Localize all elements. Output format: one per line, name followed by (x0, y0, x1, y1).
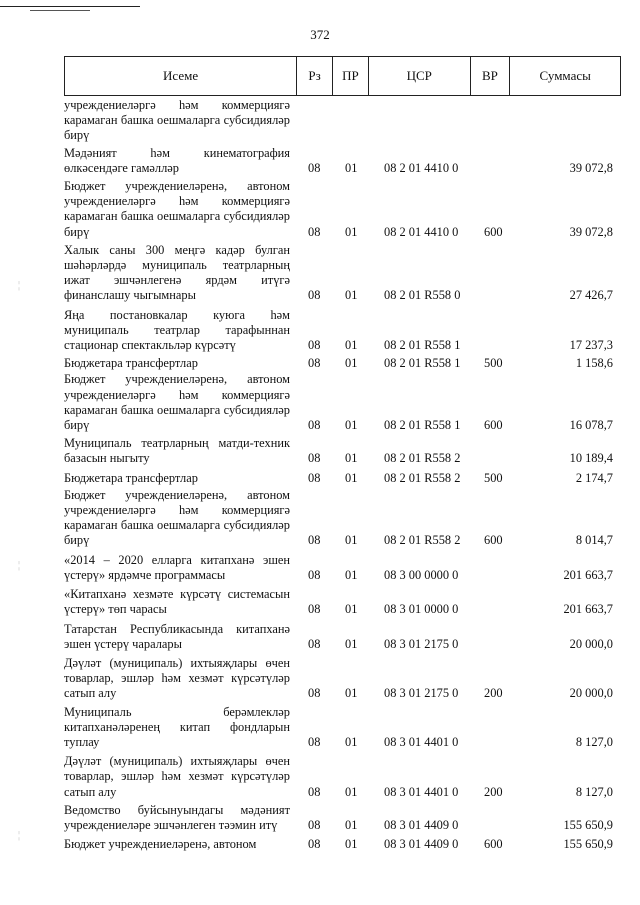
row-csr: 08 2 01 R558 1 (384, 418, 461, 433)
table-row (64, 471, 621, 486)
row-vr: 500 (484, 356, 503, 371)
row-vr: 200 (484, 686, 503, 701)
row-name: Бюджет учреждениеләренә, автоном учреждениеләргә һәм коммерциягә карамаган башка оешмаларга субсидияләр бирү (64, 487, 290, 548)
row-vr: 200 (484, 784, 503, 799)
table-row (64, 372, 621, 433)
row-name: Дәүләт (муниципаль) ихтыяҗлары өчен товарлар, эшләр һәм хезмәт күрсәтүләр сатып алу (64, 655, 290, 701)
row-rz: 08 (308, 288, 321, 303)
header-csr: ЦСР (369, 57, 471, 95)
row-rz: 08 (308, 636, 321, 651)
row-rz: 08 (308, 567, 321, 582)
row-sum: 201 663,7 (563, 567, 613, 582)
row-sum: 2 174,7 (575, 470, 613, 485)
row-rz: 08 (308, 470, 321, 485)
binding-mark: ¦ (18, 830, 21, 841)
table-row (64, 656, 621, 702)
binding-mark: ¦ (18, 560, 21, 571)
row-sum: 8 127,0 (575, 784, 613, 799)
row-pr: 01 (345, 837, 358, 852)
row-vr: 600 (484, 837, 503, 852)
row-sum: 8 127,0 (575, 734, 613, 749)
row-pr: 01 (345, 418, 358, 433)
table-row (64, 179, 621, 240)
row-vr: 600 (484, 418, 503, 433)
row-sum: 10 189,4 (569, 451, 613, 466)
row-pr: 01 (345, 734, 358, 749)
row-name: Халык саны 300 меңгә кадәр булган шәһәрләрдә муниципаль театрларның ижат эшчәнлегенә ярдәм итүгә финанслашу чыгымнары (64, 242, 290, 303)
row-csr: 08 3 01 0000 0 (384, 602, 459, 617)
row-rz: 08 (308, 451, 321, 466)
row-rz: 08 (308, 533, 321, 548)
row-rz: 08 (308, 602, 321, 617)
row-csr: 08 2 01 R558 0 (384, 288, 461, 303)
top-rule (0, 6, 140, 7)
row-name: Яңа постановкалар куюга һәм муниципаль театрлар тарафыннан стационар спектакльләр күрсәтү (64, 307, 290, 353)
table-row (64, 622, 621, 652)
row-sum: 27 426,7 (569, 288, 613, 303)
row-name: Мәдәният һәм кинематография өлкәсендәге гамәлләр (64, 145, 290, 175)
header-sum: Суммасы (539, 68, 591, 83)
table-row (64, 803, 621, 833)
binding-mark: ¦ (18, 280, 21, 291)
row-vr: 500 (484, 470, 503, 485)
row-csr: 08 2 01 R558 2 (384, 451, 461, 466)
row-pr: 01 (345, 533, 358, 548)
row-rz: 08 (308, 837, 321, 852)
row-name: Бюджет учреждениеләренә, автоном учреждениеләргә һәм коммерциягә карамаган башка оешмаларга субсидияләр бирү (64, 372, 290, 433)
table-row (64, 356, 621, 371)
row-csr: 08 3 01 4401 0 (384, 784, 459, 799)
row-rz: 08 (308, 784, 321, 799)
row-name: Бюджетара трансфертлар (64, 356, 198, 371)
row-rz: 08 (308, 817, 321, 832)
table-row (64, 754, 621, 800)
row-sum: 39 072,8 (569, 224, 613, 239)
row-name: Татарстан Республикасында китапханә эшен үстерү чаралары (64, 621, 290, 651)
row-pr: 01 (345, 288, 358, 303)
row-rz: 08 (308, 160, 321, 175)
header-pr: ПР (333, 57, 369, 95)
table-row (64, 98, 621, 144)
page-number: 372 (310, 27, 330, 42)
row-csr: 08 2 01 4410 0 (384, 224, 459, 239)
row-pr: 01 (345, 470, 358, 485)
row-csr: 08 3 01 4401 0 (384, 734, 459, 749)
row-pr: 01 (345, 567, 358, 582)
table-row (64, 146, 621, 176)
row-rz: 08 (308, 418, 321, 433)
row-rz: 08 (308, 224, 321, 239)
row-csr: 08 2 01 R558 1 (384, 338, 461, 353)
table-row (64, 837, 621, 852)
table-row (64, 488, 621, 549)
row-sum: 155 650,9 (563, 817, 613, 832)
row-sum: 201 663,7 (563, 602, 613, 617)
row-sum: 8 014,7 (575, 533, 613, 548)
row-sum: 39 072,8 (569, 160, 613, 175)
row-pr: 01 (345, 817, 358, 832)
row-sum: 1 158,6 (575, 356, 613, 371)
row-sum: 155 650,9 (563, 837, 613, 852)
row-pr: 01 (345, 338, 358, 353)
row-pr: 01 (345, 602, 358, 617)
table-row (64, 587, 621, 617)
row-vr: 600 (484, 224, 503, 239)
top-rule-short (30, 10, 90, 11)
row-name: Муниципаль театрларның матди-техник базасын ныгыту (64, 436, 290, 466)
row-rz: 08 (308, 686, 321, 701)
row-pr: 01 (345, 784, 358, 799)
table-row (64, 553, 621, 583)
row-sum: 20 000,0 (569, 686, 613, 701)
row-csr: 08 3 01 2175 0 (384, 686, 459, 701)
row-rz: 08 (308, 338, 321, 353)
row-rz: 08 (308, 734, 321, 749)
table-row (64, 705, 621, 751)
row-pr: 01 (345, 451, 358, 466)
row-pr: 01 (345, 636, 358, 651)
row-name: учреждениеләргә һәм коммерциягә карамаган башка оешмаларга субсидияләр бирү (64, 98, 290, 143)
row-pr: 01 (345, 356, 358, 371)
row-name: Бюджетара трансфертлар (64, 470, 198, 485)
row-name: Муниципаль берәмлекләр китапханәләренең китап фондларын туплау (64, 704, 290, 749)
row-sum: 16 078,7 (569, 418, 613, 433)
row-pr: 01 (345, 160, 358, 175)
row-name: Бюджет учреждениеләренә, автоном учреждениеләргә һәм коммерциягә карамаган башка оешмаларга субсидияләр бирү (64, 179, 290, 239)
row-csr: 08 2 01 R558 1 (384, 356, 461, 371)
row-csr: 08 2 01 R558 2 (384, 533, 461, 548)
table-row (64, 436, 621, 466)
row-csr: 08 3 01 4409 0 (384, 837, 459, 852)
table-row (64, 308, 621, 354)
table-row (64, 243, 621, 304)
row-sum: 20 000,0 (569, 636, 613, 651)
header-rz: Рз (297, 57, 333, 95)
row-name: Дәүләт (муниципаль) ихтыяҗлары өчен товарлар, эшләр һәм хезмәт күрсәтүләр сатып алу (64, 754, 290, 799)
row-csr: 08 3 00 0000 0 (384, 567, 459, 582)
row-vr: 600 (484, 533, 503, 548)
header-name: Исеме (65, 57, 297, 95)
row-csr: 08 3 01 4409 0 (384, 817, 459, 832)
row-pr: 01 (345, 686, 358, 701)
row-csr: 08 2 01 R558 2 (384, 470, 461, 485)
row-sum: 17 237,3 (569, 338, 613, 353)
row-pr: 01 (345, 224, 358, 239)
row-name: Бюджет учреждениеләренә, автоном (64, 837, 257, 852)
row-csr: 08 2 01 4410 0 (384, 160, 459, 175)
table-body (64, 98, 621, 852)
row-name: «2014 – 2020 елларга китапханә эшен үстерү» ярдәмче программасы (64, 552, 290, 582)
row-csr: 08 3 01 2175 0 (384, 636, 459, 651)
table-header (64, 56, 621, 96)
row-rz: 08 (308, 356, 321, 371)
row-name: Ведомство буйсынуындагы мәдәният учреждениеләре эшчәнлеген тәэмин итү (64, 802, 290, 832)
row-name: «Китапханә хезмәте күрсәтү системасын үстерү» төп чарасы (64, 587, 290, 617)
header-vr: ВР (471, 57, 511, 95)
